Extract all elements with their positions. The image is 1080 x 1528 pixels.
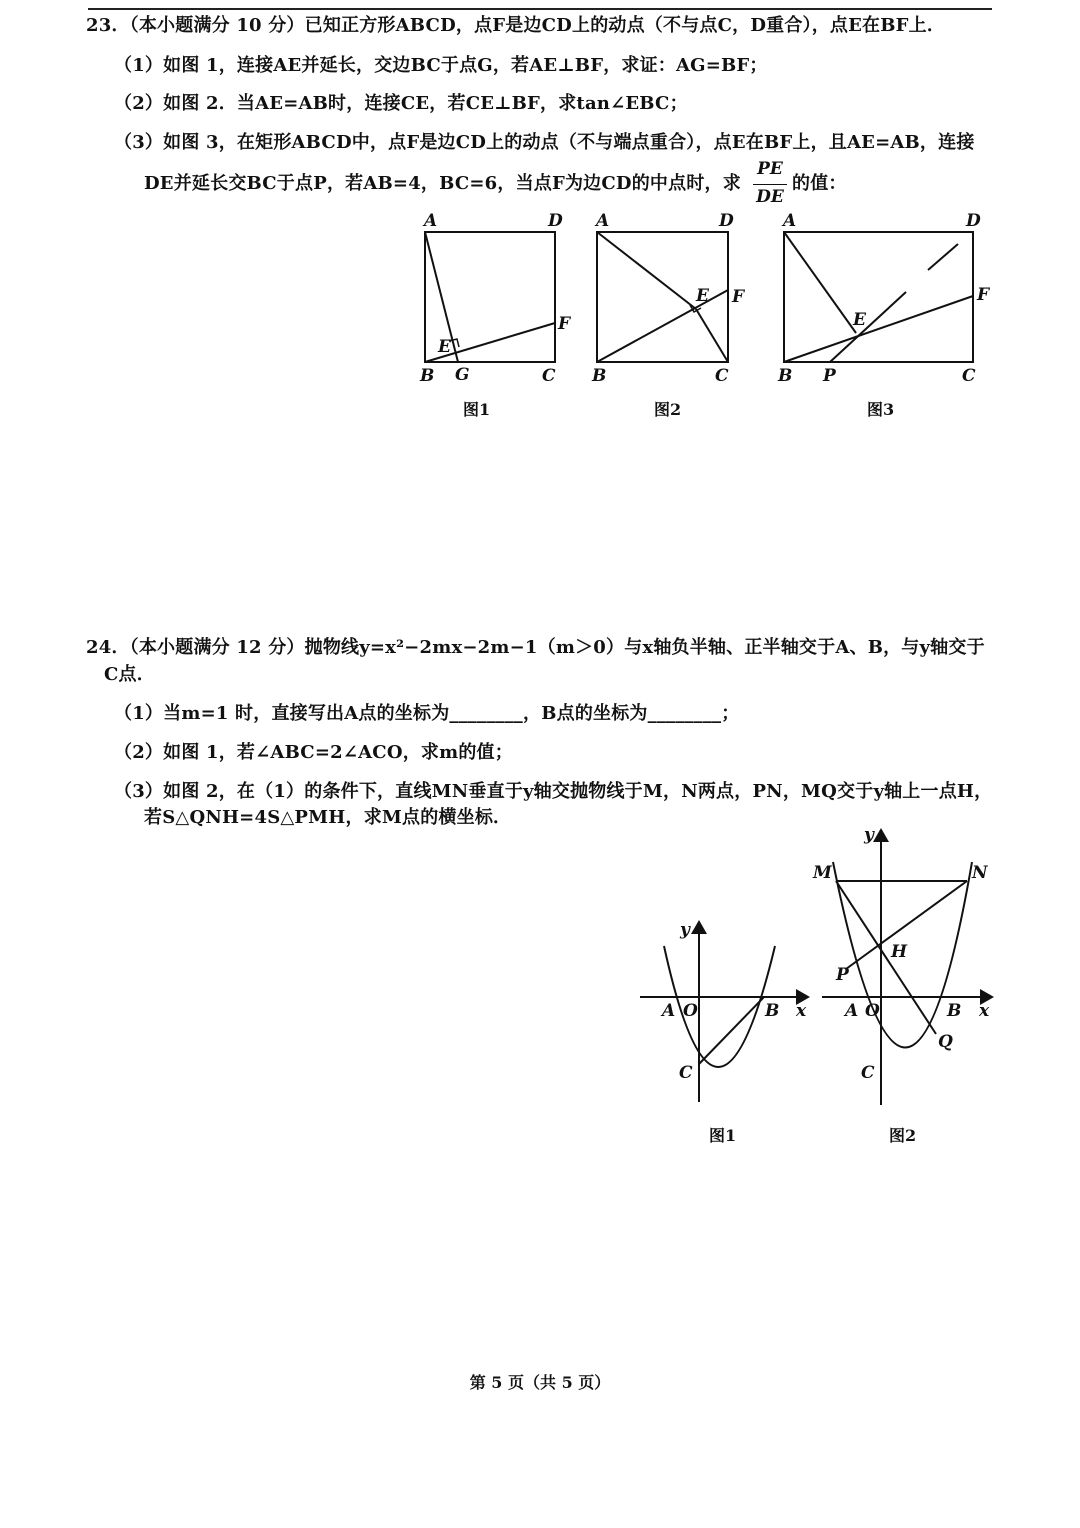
label-b: B (778, 366, 793, 386)
figure-2-caption: 图2 (889, 1126, 917, 1145)
label-d: D (966, 211, 981, 231)
label-y: y (864, 825, 874, 845)
q24-figure-2 (822, 830, 992, 1105)
label-n: N (972, 863, 988, 883)
q24-figure-1 (640, 922, 808, 1102)
segment-bf (784, 296, 973, 362)
segment-bc (699, 997, 764, 1064)
label-x: x (796, 1001, 807, 1021)
label-p: P (823, 366, 836, 386)
label-b: B (592, 366, 607, 386)
figure-1-caption: 图1 (463, 400, 491, 419)
label-g: G (455, 365, 470, 385)
segment-pd-upper (928, 244, 958, 270)
label-b: B (420, 366, 435, 386)
label-f: F (977, 285, 990, 305)
q23-part3-line1: （3）如图 3，在矩形ABCD中，点F是边CD上的动点（不与端点重合），点E在BF上，且AE=AB，连接 (114, 132, 975, 153)
label-q: Q (938, 1032, 953, 1052)
label-a: A (424, 211, 438, 231)
figure-2-caption: 图2 (654, 400, 682, 419)
q24-part1: （1）当m=1 时，直接写出A点的坐标为________，B点的坐标为________； (114, 703, 740, 724)
q24-stem-continued: C点． (104, 664, 155, 685)
label-f: F (558, 314, 571, 334)
rectangle-abcd (784, 232, 973, 362)
q24-stem: 24．（本小题满分 12 分）抛物线y=x²−2mx−2m−1（m＞0）与x轴负半轴、正半轴交于A、B，与y轴交于 (86, 637, 985, 658)
label-d: D (719, 211, 734, 231)
label-e: E (438, 337, 451, 357)
parabola (664, 946, 775, 1067)
parabola (833, 862, 972, 1048)
label-a: A (662, 1001, 676, 1021)
segment-pd-lower (830, 292, 906, 362)
label-x: x (979, 1001, 990, 1021)
q23-part2: （2）如图 2．当AE=AB时，连接CE，若CE⊥BF，求tan∠EBC； (114, 93, 688, 114)
label-e: E (853, 310, 866, 330)
label-y: y (680, 920, 690, 940)
fraction-numerator: PE (757, 159, 783, 179)
label-h: H (891, 942, 908, 962)
label-c: C (715, 366, 729, 386)
segment-ce (696, 309, 728, 362)
label-d: D (548, 211, 563, 231)
q23-figure-3 (784, 232, 973, 362)
label-f: F (732, 287, 745, 307)
q23-part1: （1）如图 1，连接AE并延长，交边BC于点G，若AE⊥BF，求证：AG=BF； (114, 55, 768, 76)
fraction-denominator: DE (756, 187, 784, 207)
q23-stem: 23．（本小题满分 10 分）已知正方形ABCD，点F是边CD上的动点（不与点C，D重合），点E在BF上． (86, 15, 946, 36)
label-c: C (542, 366, 556, 386)
q24-part2: （2）如图 1，若∠ABC=2∠ACO，求m的值； (114, 742, 513, 763)
segment-ae (784, 232, 856, 333)
label-a: A (596, 211, 610, 231)
segment-ae (597, 232, 696, 309)
segment-pn (846, 881, 967, 969)
q24-part3-line1: （3）如图 2，在（1）的条件下，直线MN垂直于y轴交抛物线于M，N两点，PN，MQ交于y轴上一点H， (114, 781, 993, 802)
q23-figures (0, 0, 1080, 440)
label-a: A (845, 1001, 859, 1021)
q23-part3-line2: DE并延长交BC于点P，若AB=4，BC=6，当点F为边CD的中点时，求 (144, 173, 741, 194)
label-b: B (947, 1001, 962, 1021)
label-c: C (679, 1063, 693, 1083)
q24-part3-line2: 若S△QNH=4S△PMH，求M点的横坐标． (144, 807, 512, 828)
label-a: A (783, 211, 797, 231)
label-o: O (865, 1001, 880, 1021)
label-c: C (962, 366, 976, 386)
label-e: E (696, 286, 709, 306)
q23-part3-line2-end: 的值： (792, 173, 847, 194)
label-o: O (683, 1001, 698, 1021)
page-footer: 第 5 页（共 5 页） (469, 1373, 611, 1392)
label-m: M (813, 863, 832, 883)
label-p: P (836, 965, 849, 985)
figure-1-caption: 图1 (709, 1126, 737, 1145)
segment-mq (836, 881, 936, 1034)
label-b: B (765, 1001, 780, 1021)
figure-3-caption: 图3 (867, 400, 895, 419)
label-c: C (861, 1063, 875, 1083)
